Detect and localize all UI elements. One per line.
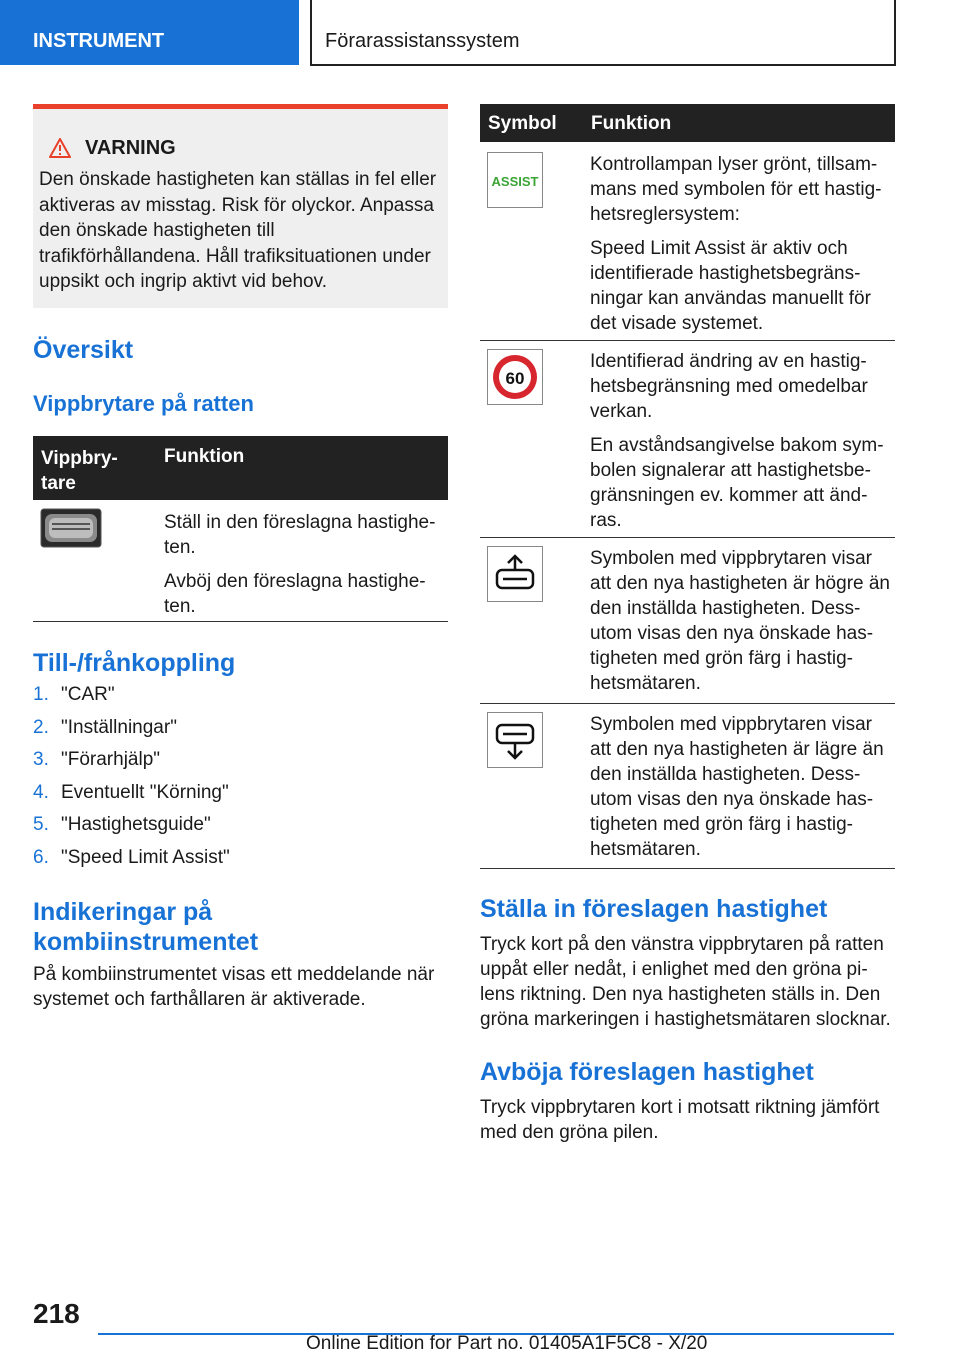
list-item: 2. "Inställningar": [33, 716, 177, 738]
speed-limit-value: 60: [505, 369, 525, 388]
symbol-col-header: Symbol: [488, 113, 557, 134]
list-item: 1. "CAR": [33, 684, 115, 705]
symbol-row-rocker-down: Symbolen med vippbrytaren visar att den nya hastigheten är lägre än den inställda hastigheten. Dess-utom visas den nya önskade has-tigheten med grön färg i hastig-hetsmätaren.: [590, 714, 884, 860]
steering-rocker-icon: [40, 508, 102, 548]
indications-heading: Indikeringar på kombiinstrumentet: [33, 898, 259, 956]
list-item: 4. Eventuellt "Körning": [33, 781, 229, 803]
function-col-header: Funktion: [164, 446, 245, 467]
table-rule: [480, 340, 895, 341]
set-speed-text: Tryck kort på den vänstra vippbrytaren på ratten uppåt eller nedåt, i enlighet med den gröna pi-lens riktning. Den nya hastigheten ställs in. Den gröna markeringen i hastighetsmätaren slocknar.: [480, 934, 891, 1030]
footer-edition: Online Edition for Part no. 01405A1F5C8 - X/20: [306, 1333, 708, 1354]
assist-icon-label: ASSIST: [491, 174, 539, 189]
set-speed-heading: Ställa in föreslagen hastighet: [480, 895, 828, 923]
symbol-row-assist: Kontrollampan lyser grönt, tillsam-mans med symbolen för ett hastig-hetsreglersystem: Speed Limit Assist är aktiv och identifierade hastighetsbegräns-ningar kan användas manuellt för det visade systemet.: [590, 154, 882, 334]
reject-speed-heading: Avböja föreslagen hastighet: [480, 1058, 814, 1086]
symbols-table-header: [480, 104, 895, 142]
table-rule: [480, 537, 895, 538]
rocker-function-text2: Avböj den föreslagna hastighe-ten.: [164, 571, 426, 617]
header-section: INSTRUMENT: [0, 0, 299, 65]
warning-text: Den önskade hastigheten kan ställas in fel eller aktiveras av misstag. Risk för olyckor. Anpassa den önskade hastigheten till trafikförhållandena. Håll trafiksituationen under uppsikt och ingrip aktivt vid behov.: [39, 169, 437, 292]
warning-title: VARNING: [85, 136, 176, 159]
rocker-function-text1: Ställ in den föreslagna hastighe-ten.: [164, 512, 436, 558]
table-rule: [480, 703, 895, 704]
rocker-col-header-line1: Vippbry-: [41, 448, 118, 469]
list-item: 3. "Förarhjälp": [33, 749, 161, 770]
header-chapter: Förarassistanssystem: [312, 0, 896, 66]
symbol-row-rocker-up: Symbolen med vippbrytaren visar att den nya hastigheten är högre än den inställda hastigheten. Dess-utom visas den nya önskade has-tigheten med grön färg i hastig-hetsmätaren.: [590, 548, 891, 694]
table-rule: [33, 621, 448, 622]
list-item: 5. "Hastighetsguide": [33, 814, 211, 835]
rocker-table-header: [33, 436, 448, 500]
assist-icon: [487, 152, 543, 208]
table-rule: [480, 868, 895, 869]
overview-heading: Översikt: [33, 336, 134, 364]
reject-speed-text: Tryck vippbrytaren kort i motsatt riktning jämfört med den gröna pilen.: [480, 1097, 880, 1143]
warning-box: [33, 104, 448, 308]
page-number: 218: [33, 1298, 80, 1329]
rocker-up-icon: [487, 546, 543, 602]
symbols-function-col-header: Funktion: [591, 113, 672, 134]
overview-subheading: Vippbrytare på ratten: [33, 391, 254, 416]
rocker-function-cell: [164, 510, 444, 619]
onoff-steps: [33, 684, 230, 879]
speed-limit-sign-icon: [487, 349, 543, 405]
warning-triangle-icon: [49, 138, 71, 158]
onoff-heading: Till-/frånkoppling: [33, 649, 236, 677]
rocker-down-icon: [487, 712, 543, 768]
indications-text: På kombiinstrumentet visas ett meddelande när systemet och farthållaren är aktiverade.: [33, 964, 435, 1010]
list-item: 6. "Speed Limit Assist": [33, 846, 230, 868]
symbol-row-speed-limit: Identifierad ändring av en hastig-hetsbegränsning med omedelbar verkan. En avståndsangivelse bakom sym-bolen signalerar att hastighetsbe-gränsningen ev. kommer att änd-ras.: [590, 351, 884, 531]
rocker-col-header-line2: tare: [41, 473, 76, 494]
